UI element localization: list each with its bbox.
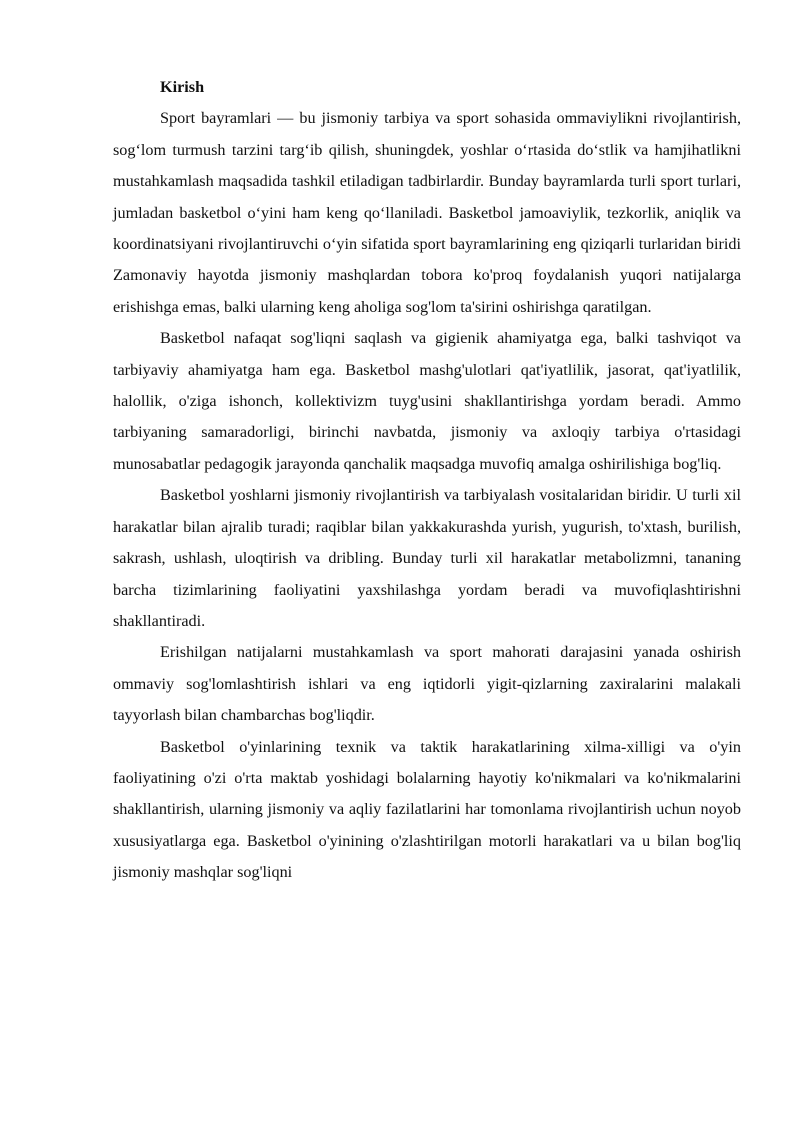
paragraph-3: Basketbol yoshlarni jismoniy rivojlantirish va tarbiyalash vositalaridan biridir. U turli xil harakatlar bilan ajralib turadi; raqiblar bilan yakkakurashda yurish, yugurish, to'xtash, burilish, sakrash, ushlash, uloqtirish va dribling. Bunday turli xil harakatlar metabolizmni, tananing barcha tizimlarining faoliyatini yaxshilashga yordam beradi va muvofiqlashtirishni shakllantiradi. bbox=[113, 486, 741, 630]
paragraph-5: Basketbol o'yinlarining texnik va taktik harakatlarining xilma-xilligi va o'yin faoliyatining o'zi o'rta maktab yoshidagi bolalarning hayotiy ko'nikmalari va ko'nikmalarini shakllantirish, ularning jismoniy va aqliy fazilatlarini har tomonlama rivojlantirish uchun noyob xususiyatlarga ega. Basketbol o'yinining o'zlashtirilgan motorli harakatlari va u bilan bog'liq jismoniy mashqlar sog'liqni bbox=[113, 737, 741, 882]
paragraph-1: Sport bayramlari — bu jismoniy tarbiya va sport sohasida ommaviylikni rivojlantirish, sog‘lom turmush tarzini targ‘ib qilish, shuningdek, yoshlar o‘rtasida do‘stlik va hamjihatlikni mustahkamlash maqsadida tashkil etiladigan tadbirlardir. Bunday bayramlarda turli sport turlari, jumladan basketbol o‘yini ham keng qo‘llaniladi. Basketbol jamoaviylik, tezkorlik, aniqlik va koordinatsiyani rivojlantiruvchi o‘yin sifatida sport bayramlarining eng qiziqarli turlaridan biridi Zamonaviy hayotda jismoniy mashqlardan tobora ko'proq foydalanish yuqori natijalarga erishishga emas, balki ularning keng aholiga sog'lom ta'sirini oshirishga qaratilgan. bbox=[113, 109, 741, 316]
document-body bbox=[113, 72, 741, 889]
paragraph-2: Basketbol nafaqat sog'liqni saqlash va gigienik ahamiyatga ega, balki tashviqot va tarbiyaviy ahamiyatga ham ega. Basketbol mashg'ulotlari qat'iyatlilik, jasorat, qat'iyatlilik, halollik, o'ziga ishonch, kollektivizm tuyg'usini shakllantirishga yordam beradi. Ammo tarbiyaning samaradorligi, birinchi navbatda, jismoniy va axloqiy tarbiya o'rtasidagi munosabatlar pedagogik jarayonda qanchalik maqsadga muvofiq amalga oshirilishiga bog'liq. bbox=[113, 329, 741, 473]
paragraph-4: Erishilgan natijalarni mustahkamlash va sport mahorati darajasini yanada oshirish ommaviy sog'lomlashtirish ishlari va eng iqtidorli yigit-qizlarning zaxiralarini malakali tayyorlash bilan chambarchas bog'liqdir. bbox=[113, 643, 741, 725]
section-heading: Kirish bbox=[160, 78, 205, 96]
